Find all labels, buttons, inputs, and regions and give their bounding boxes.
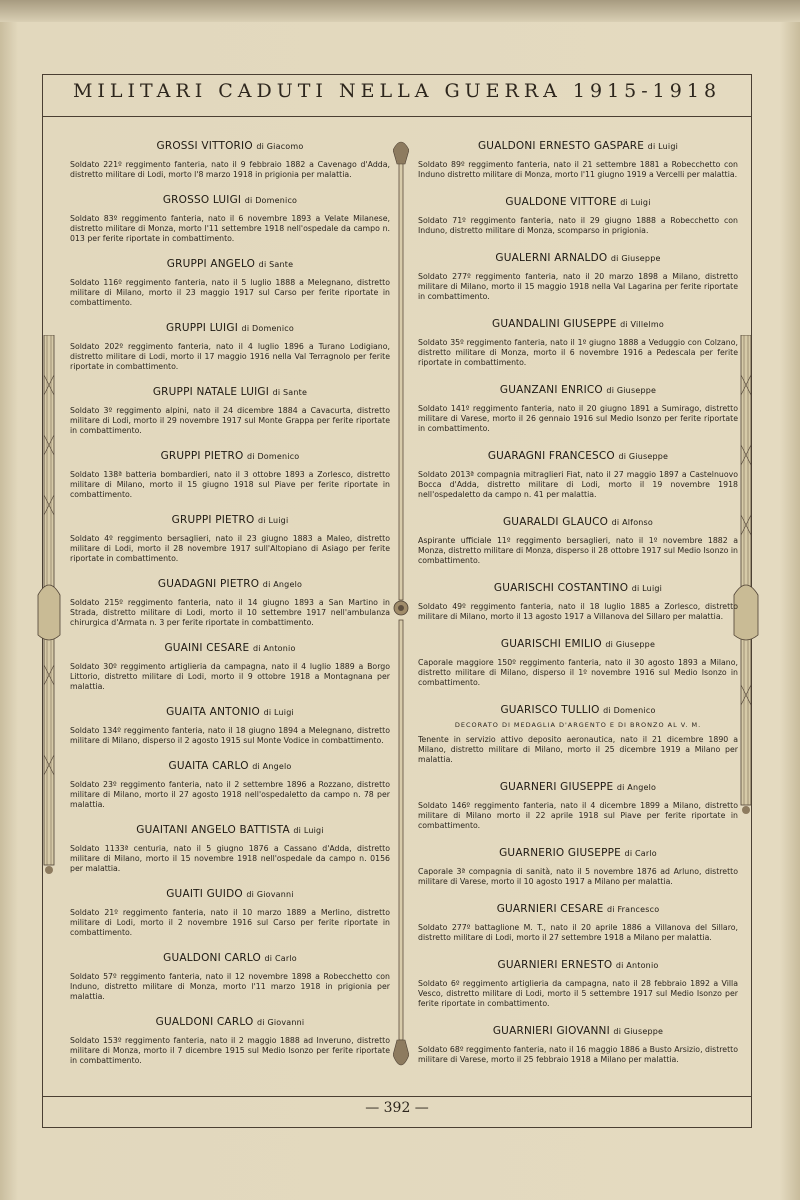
soldier-record: Soldato 89º reggimento fanteria, nato il 21 settembre 1881 a Robecchetto con Induno distretto militare di Monza, morto l'11 giugno 1919 a Vercelli per malattia. xyxy=(418,160,738,179)
soldier-record: Soldato 146º reggimento fanteria, nato il 4 dicembre 1899 a Milano, distretto militare di Milano morto il 22 aprile 1918 sul Piave per ferite riportate in combattimento. xyxy=(418,801,738,830)
soldier-record: Caporale 3ª compagnia di sanità, nato il 5 novembre 1876 ad Arluno, distretto militare di Varese, morto il 10 agosto 1917 a Milano per malattia. xyxy=(418,867,738,886)
list-item xyxy=(418,781,738,831)
soldier-name: GUALDONE VITTORE xyxy=(505,196,617,208)
father-name: di Luigi xyxy=(620,198,651,207)
soldier-record: Soldato 1133ª centuria, nato il 5 giugno 1876 a Cassano d'Adda, distretto militare di Milano, morto il 15 novembre 1918 nell'ospedale da campo n. 0156 per malattia. xyxy=(70,844,390,873)
soldier-name-line xyxy=(418,318,738,330)
soldier-record: Soldato 138ª batteria bombardieri, nato il 3 ottobre 1893 a Zorlesco, distretto militare di Milano, morto il 15 giugno 1918 sul Piave per ferite riportate in combattimento. xyxy=(70,470,390,499)
list-item xyxy=(418,516,738,566)
father-name: di Giuseppe xyxy=(618,452,669,461)
soldier-name-line xyxy=(418,450,738,462)
father-name: di Domenico xyxy=(244,196,298,205)
father-name: di Domenico xyxy=(247,452,300,461)
father-name: di Angelo xyxy=(262,580,303,589)
list-item xyxy=(70,642,390,692)
soldier-name-line xyxy=(70,888,390,900)
father-name: di Giuseppe xyxy=(605,640,656,649)
father-name: di Sante xyxy=(258,260,294,269)
father-name: di Sante xyxy=(272,388,308,397)
soldier-name: GUARNERIO GIUSEPPE xyxy=(499,847,621,859)
father-name: di Alfonso xyxy=(611,518,654,527)
decoration-note: DECORATO DI MEDAGLIA D'ARGENTO E DI BRONZO AL V. M. xyxy=(454,721,702,729)
soldier-name: GRUPPI PIETRO xyxy=(171,514,255,526)
soldier-record: Soldato 57º reggimento fanteria, nato il 12 novembre 1898 a Robecchetto con Induno, distretto militare di Monza, morto l'11 marzo 1918 in prigionia per malattia. xyxy=(70,972,390,1001)
left-column xyxy=(70,140,390,1080)
soldier-name: GUARALDI GLAUCO xyxy=(502,516,609,528)
soldier-record: Soldato 6º reggimento artiglieria da campagna, nato il 28 febbraio 1892 a Villa Vesco, distretto militare di Lodi, morto il 5 settembre 1917 sul Medio Isonzo per ferite riportate in combattimento. xyxy=(418,979,738,1008)
soldier-record: Soldato 277º reggimento fanteria, nato il 20 marzo 1898 a Milano, distretto militare di Milano, morto il 15 maggio 1918 nella Val Lagarina per ferite riportate in combattimento. xyxy=(418,272,738,301)
father-name: di Carlo xyxy=(264,954,297,963)
soldier-name-line xyxy=(418,140,738,152)
page-title: MILITARI CADUTI NELLA GUERRA 1915-1918 xyxy=(72,80,722,102)
soldier-record: Soldato 116º reggimento fanteria, nato il 5 luglio 1888 a Melegnano, distretto militare di Milano, morto il 23 maggio 1917 sul Carso per ferite riportate in combattimento. xyxy=(70,278,390,307)
soldier-name-line xyxy=(418,196,738,208)
list-item xyxy=(70,322,390,372)
soldier-name-line xyxy=(418,704,738,716)
soldier-name-line xyxy=(418,903,738,915)
soldier-record: Soldato 202º reggimento fanteria, nato il 4 luglio 1896 a Turano Lodigiano, distretto militare di Lodi, morto il 17 maggio 1916 nella Val Terragnolo per ferite riportate in combattimento. xyxy=(70,342,390,371)
father-name: di Luigi xyxy=(647,142,679,151)
soldier-name-line xyxy=(70,140,390,152)
soldier-name: GUARISCHI EMILIO xyxy=(500,638,602,650)
list-item xyxy=(418,252,738,302)
soldier-name: GUARNIERI CESARE xyxy=(496,903,604,915)
soldier-record: Soldato 141º reggimento fanteria, nato il 20 giugno 1891 a Sumirago, distretto militare di Varese, morto il 26 gennaio 1916 sul Medio Isonzo per ferite riportate in combattimento. xyxy=(418,404,738,433)
header-divider xyxy=(42,116,752,117)
soldier-record: Soldato 35º reggimento fanteria, nato il 1º giugno 1888 a Veduggio con Colzano, distretto militare di Monza, morto il 6 novembre 1916 a Pedescala per ferite riportate in combattimento. xyxy=(418,338,738,367)
list-item xyxy=(418,196,738,236)
soldier-name: GUARNIERI GIOVANNI xyxy=(492,1025,610,1037)
soldier-name: GUALERNI ARNALDO xyxy=(495,252,608,264)
list-item xyxy=(418,582,738,622)
soldier-name-line xyxy=(70,450,390,462)
soldier-name-line xyxy=(418,1025,738,1037)
list-item xyxy=(70,952,390,1002)
soldier-name-line xyxy=(70,1016,390,1028)
soldier-name: GRUPPI NATALE LUIGI xyxy=(152,386,270,398)
soldier-name-line xyxy=(70,514,390,526)
soldier-name-line xyxy=(418,582,738,594)
soldier-name: GUAITI GUIDO xyxy=(166,888,243,900)
soldier-record: Soldato 2013ª compagnia mitraglieri Fiat, nato il 27 maggio 1897 a Castelnuovo Bocca d'Adda, distretto militare di Lodi, morto il 19 novembre 1918 nell'ospedaletto da campo n. 41 per malattia. xyxy=(418,470,738,499)
soldier-name-line xyxy=(70,706,390,718)
soldier-name: GROSSI VITTORIO xyxy=(156,140,253,152)
list-item xyxy=(70,888,390,938)
father-name: di Francesco xyxy=(607,905,660,914)
soldier-name: GUADAGNI PIETRO xyxy=(157,578,260,590)
soldier-record: Soldato 23º reggimento fanteria, nato il 2 settembre 1896 a Rozzano, distretto militare di Milano, morto il 27 agosto 1918 nell'ospedaletto da campo n. 78 per malattia. xyxy=(70,780,390,809)
page-top-edge xyxy=(0,0,800,22)
list-item xyxy=(418,847,738,887)
soldier-name: GUAITA ANTONIO xyxy=(166,706,261,718)
soldier-name: GRUPPI ANGELO xyxy=(166,258,256,270)
soldier-record: Soldato 83º reggimento fanteria, nato il 6 novembre 1893 a Velate Milanese, distretto militare di Monza, morto l'11 settembre 1918 nell'ospedale da campo n. 013 per ferite riportate in combattimento. xyxy=(70,214,390,243)
father-name: di Luigi xyxy=(631,584,663,593)
soldier-name-line xyxy=(70,642,390,654)
soldier-name: GUAITA CARLO xyxy=(168,760,249,772)
list-item xyxy=(70,194,390,244)
list-item xyxy=(70,450,390,500)
list-item xyxy=(418,140,738,180)
list-item xyxy=(70,258,390,308)
soldier-record: Soldato 277º battaglione M. T., nato il 20 aprile 1886 a Villanova del Sillaro, distretto militare di Lodi, morto il 27 settembre 1918 a Milano per malattia. xyxy=(418,923,738,942)
list-item xyxy=(418,704,738,765)
soldier-record: Soldato 68º reggimento fanteria, nato il 16 maggio 1886 a Busto Arsizio, distretto militare di Varese, morto il 25 febbraio 1918 a Milano per malattia. xyxy=(418,1045,738,1064)
list-item xyxy=(70,514,390,564)
father-name: di Giovanni xyxy=(257,1018,305,1027)
father-name: di Antonio xyxy=(252,644,296,653)
right-column xyxy=(418,140,738,1081)
soldier-name-line xyxy=(418,516,738,528)
father-name: di Giacomo xyxy=(256,142,304,151)
soldier-name: GUARNERI GIUSEPPE xyxy=(499,781,614,793)
soldier-record: Soldato 215º reggimento fanteria, nato il 14 giugno 1893 a San Martino in Strada, distretto militare di Lodi, morto il 10 settembre 1917 nell'ambulanza chirurgica d'Armata n. 3 per ferite riportate in combattimento. xyxy=(70,598,390,627)
soldier-name: GUAITANI ANGELO BATTISTA xyxy=(136,824,290,836)
father-name: di Angelo xyxy=(252,762,292,771)
soldier-record: Tenente in servizio attivo deposito aeronautica, nato il 21 dicembre 1890 a Milano, distretto militare di Milano, morto il 25 dicembre 1919 a Milano per malattia. xyxy=(418,735,738,764)
father-name: di Luigi xyxy=(258,516,289,525)
soldier-name-line xyxy=(418,638,738,650)
soldier-name-line xyxy=(418,847,738,859)
father-name: di Luigi xyxy=(263,708,294,717)
father-name: di Luigi xyxy=(293,826,324,835)
soldier-name: GUAINI CESARE xyxy=(164,642,250,654)
list-item xyxy=(418,450,738,500)
father-name: di Giuseppe xyxy=(610,254,661,263)
soldier-record: Soldato 153º reggimento fanteria, nato il 2 maggio 1888 ad Inveruno, distretto militare di Monza, morto il 7 dicembre 1915 sul Medio Isonzo per ferite riportate in combattimento. xyxy=(70,1036,390,1065)
soldier-name-line xyxy=(70,952,390,964)
father-name: di Giuseppe xyxy=(613,1027,664,1036)
soldier-name: GUALDONI CARLO xyxy=(155,1016,254,1028)
soldier-record: Soldato 71º reggimento fanteria, nato il 29 giugno 1888 a Robecchetto con Induno, distretto militare di Monza, scomparso in prigionia. xyxy=(418,216,738,235)
soldier-name-line xyxy=(70,258,390,270)
soldier-name-line xyxy=(70,194,390,206)
left-fasces-ornament xyxy=(36,335,62,875)
list-item xyxy=(70,824,390,874)
soldier-name-line xyxy=(70,760,390,772)
list-item xyxy=(70,386,390,436)
soldier-name: GUALDONI CARLO xyxy=(163,952,261,964)
soldier-name: GROSSO LUIGI xyxy=(162,194,242,206)
father-name: di Domenico xyxy=(603,706,656,715)
father-name: di Carlo xyxy=(624,849,657,858)
list-item xyxy=(70,706,390,746)
soldier-name: GRUPPI LUIGI xyxy=(166,322,238,334)
soldier-name-line xyxy=(418,781,738,793)
list-item xyxy=(418,638,738,688)
soldier-name-line xyxy=(418,959,738,971)
soldier-name-line xyxy=(70,386,390,398)
father-name: di Antonio xyxy=(615,961,659,970)
footer-divider xyxy=(42,1096,752,1097)
soldier-name: GUANDALINI GIUSEPPE xyxy=(492,318,617,330)
soldier-name: GUARISCO TULLIO xyxy=(500,704,600,716)
soldier-record: Caporale maggiore 150º reggimento fanteria, nato il 30 agosto 1893 a Milano, distretto militare di Milano, disperso il 1º novembre 1916 sul Medio Isonzo in combattimento. xyxy=(418,658,738,687)
soldier-record: Aspirante ufficiale 11º reggimento bersaglieri, nato il 1º novembre 1882 a Monza, distretto militare di Monza, disperso il 28 ottobre 1917 sul Medio Isonzo in combattimento. xyxy=(418,536,738,565)
list-item xyxy=(70,578,390,628)
soldier-name: GUARISCHI COSTANTINO xyxy=(493,582,629,594)
soldier-record: Soldato 49º reggimento fanteria, nato il 18 luglio 1885 a Zorlesco, distretto militare di Milano, morto il 13 agosto 1917 a Villanova del Sillaro per malattia. xyxy=(418,602,738,621)
father-name: di Angelo xyxy=(616,783,657,792)
soldier-record: Soldato 134º reggimento fanteria, nato il 18 giugno 1894 a Melegnano, distretto militare di Milano, disperso il 2 agosto 1915 sul Monte Vodice in combattimento. xyxy=(70,726,390,745)
soldier-name: GUARAGNI FRANCESCO xyxy=(487,450,615,462)
soldier-record: Soldato 4º reggimento bersaglieri, nato il 23 giugno 1883 a Maleo, distretto militare di Lodi, morto il 28 novembre 1917 sull'Altopiano di Asiago per ferite riportate in combattimento. xyxy=(70,534,390,563)
father-name: di Giuseppe xyxy=(606,386,657,395)
list-item xyxy=(418,384,738,434)
father-name: di Domenico xyxy=(241,324,294,333)
soldier-name-line xyxy=(70,578,390,590)
soldier-name: GUANZANI ENRICO xyxy=(499,384,603,396)
soldier-record: Soldato 30º reggimento artiglieria da campagna, nato il 4 luglio 1889 a Borgo Littorio, distretto militare di Lodi, morto il 9 ottobre 1918 a Montagnana per malattia. xyxy=(70,662,390,691)
soldier-name: GUARNIERI ERNESTO xyxy=(497,959,613,971)
father-name: di Giovanni xyxy=(246,890,294,899)
soldier-record: Soldato 221º reggimento fanteria, nato il 9 febbraio 1882 a Cavenago d'Adda, distretto militare di Lodi, morto l'8 marzo 1918 in prigionia per malattia. xyxy=(70,160,390,179)
list-item xyxy=(70,1016,390,1066)
list-item xyxy=(70,760,390,810)
list-item xyxy=(418,903,738,943)
soldier-name: GRUPPI PIETRO xyxy=(160,450,244,462)
soldier-name-line xyxy=(70,824,390,836)
list-item xyxy=(418,959,738,1009)
soldier-record: Soldato 3º reggimento alpini, nato il 24 dicembre 1884 a Cavacurta, distretto militare di Lodi, morto il 29 novembre 1917 sul Monte Grappa per ferite riportate in combattimento. xyxy=(70,406,390,435)
center-ornament-column xyxy=(393,140,409,1070)
list-item xyxy=(418,1025,738,1065)
soldier-name-line xyxy=(70,322,390,334)
soldier-record: Soldato 21º reggimento fanteria, nato il 10 marzo 1889 a Merlino, distretto militare di Lodi, morto il 2 novembre 1916 sul Carso per ferite riportate in combattimento. xyxy=(70,908,390,937)
list-item xyxy=(418,318,738,368)
list-item xyxy=(70,140,390,180)
soldier-name: GUALDONI ERNESTO GASPARE xyxy=(477,140,645,152)
page-number: — 392 — xyxy=(365,1100,429,1116)
soldier-name-line xyxy=(418,252,738,264)
soldier-name-line xyxy=(418,384,738,396)
father-name: di Villelmo xyxy=(620,320,664,329)
